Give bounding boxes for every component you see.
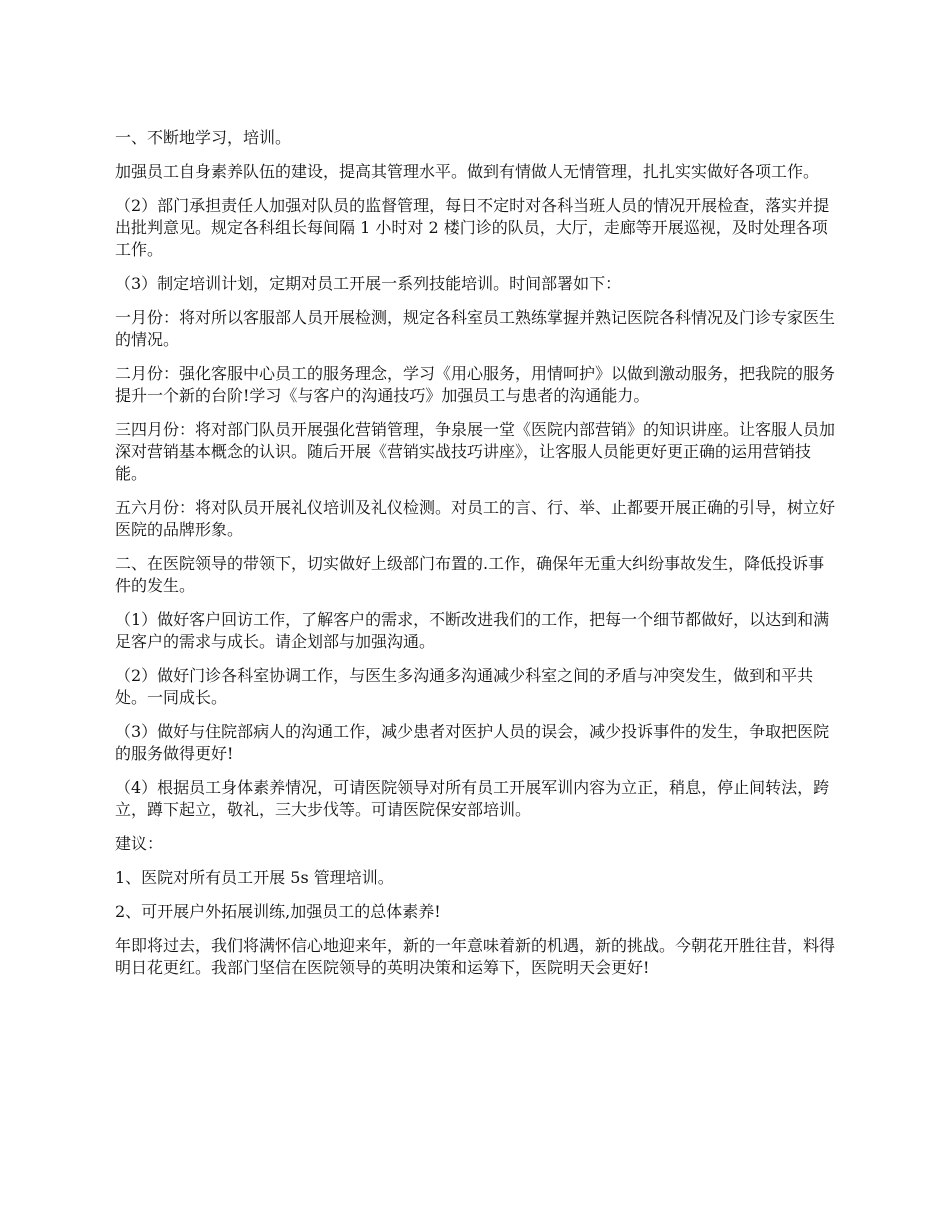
paragraph-item-3-training-plan: （3）制定培训计划，定期对员工开展一系列技能培训。时间部署如下：: [115, 274, 622, 293]
paragraph-sub-item-2: （2）做好门诊各科室协调工作，与医生多沟通多沟通减少科室之间的矛盾与冲突发生，做到和平共处。一同成长。: [115, 666, 814, 707]
paragraph-item-2-supervision: （2）部门承担责任人加强对队员的监督管理，每日不定时对各科当班人员的情况开展检查，落实并提出批判意见。规定各科组长每间隔 1 小时对 2 楼门诊的队员，大厅，走廊等开展巡视，及时处理各项工作。: [115, 196, 830, 259]
paragraph-may-june: 五六月份：将对队员开展礼仪培训及礼仪检测。对员工的言、行、举、止都要开展正确的引导，树立好医院的品牌形象。: [115, 498, 836, 539]
suggestions-heading: 建议：: [115, 834, 164, 853]
paragraph-sub-item-4: （4）根据员工身体素养情况，可请医院领导对所有员工开展军训内容为立正，稍息，停止间转法，跨立，蹲下起立，敬礼，三大步伐等。可请医院保安部培训。: [115, 778, 830, 819]
paragraph-sub-item-1: （1）做好客户回访工作，了解客户的需求，不断改进我们的工作，把每一个细节都做好，以达到和满足客户的需求与成长。请企划部与加强沟通。: [115, 610, 830, 651]
document-body: [115, 127, 840, 991]
suggestion-item-1: 1、医院对所有员工开展 5s 管理培训。: [115, 868, 394, 887]
closing-paragraph: 年即将过去，我们将满怀信心地迎来年，新的一年意味着新的机遇，新的挑战。今朝花开胜往昔，料得明日花更红。我部门坚信在医院领导的英明决策和运筹下，医院明天会更好!: [115, 936, 836, 977]
paragraph-staff-quality: 加强员工自身素养队伍的建设，提高其管理水平。做到有情做人无情管理，扎扎实实做好各项工作。: [115, 162, 820, 181]
paragraph-sub-item-3: （3）做好与住院部病人的沟通工作，减少患者对医护人员的误会，减少投诉事件的发生，争取把医院的服务做得更好!: [115, 722, 830, 763]
paragraph-february: 二月份：强化客服中心员工的服务理念，学习《用心服务，用情呵护》以做到激动服务，把我院的服务提升一个新的台阶!学习《与客户的沟通技巧》加强员工与患者的沟通能力。: [115, 364, 836, 405]
paragraph-march-april: 三四月份：将对部门队员开展强化营销管理，争泉展一堂《医院内部营销》的知识讲座。让客服人员加深对营销基本概念的认识。随后开展《营销实战技巧讲座》，让客服人员能更好更正确的运用营销技能。: [115, 420, 836, 483]
suggestion-item-2: 2、可开展户外拓展训练,加强员工的总体素养!: [115, 902, 441, 921]
section-heading-2: 二、在医院领导的带领下，切实做好上级部门布置的.工作，确保年无重大纠纷事故发生，降低投诉事件的发生。: [115, 554, 825, 595]
paragraph-january: 一月份：将对所以客服部人员开展检测，规定各科室员工熟练掌握并熟记医院各科情况及门诊专家医生的情况。: [115, 308, 836, 349]
section-heading-1: 一、不断地学习，培训。: [115, 128, 292, 147]
